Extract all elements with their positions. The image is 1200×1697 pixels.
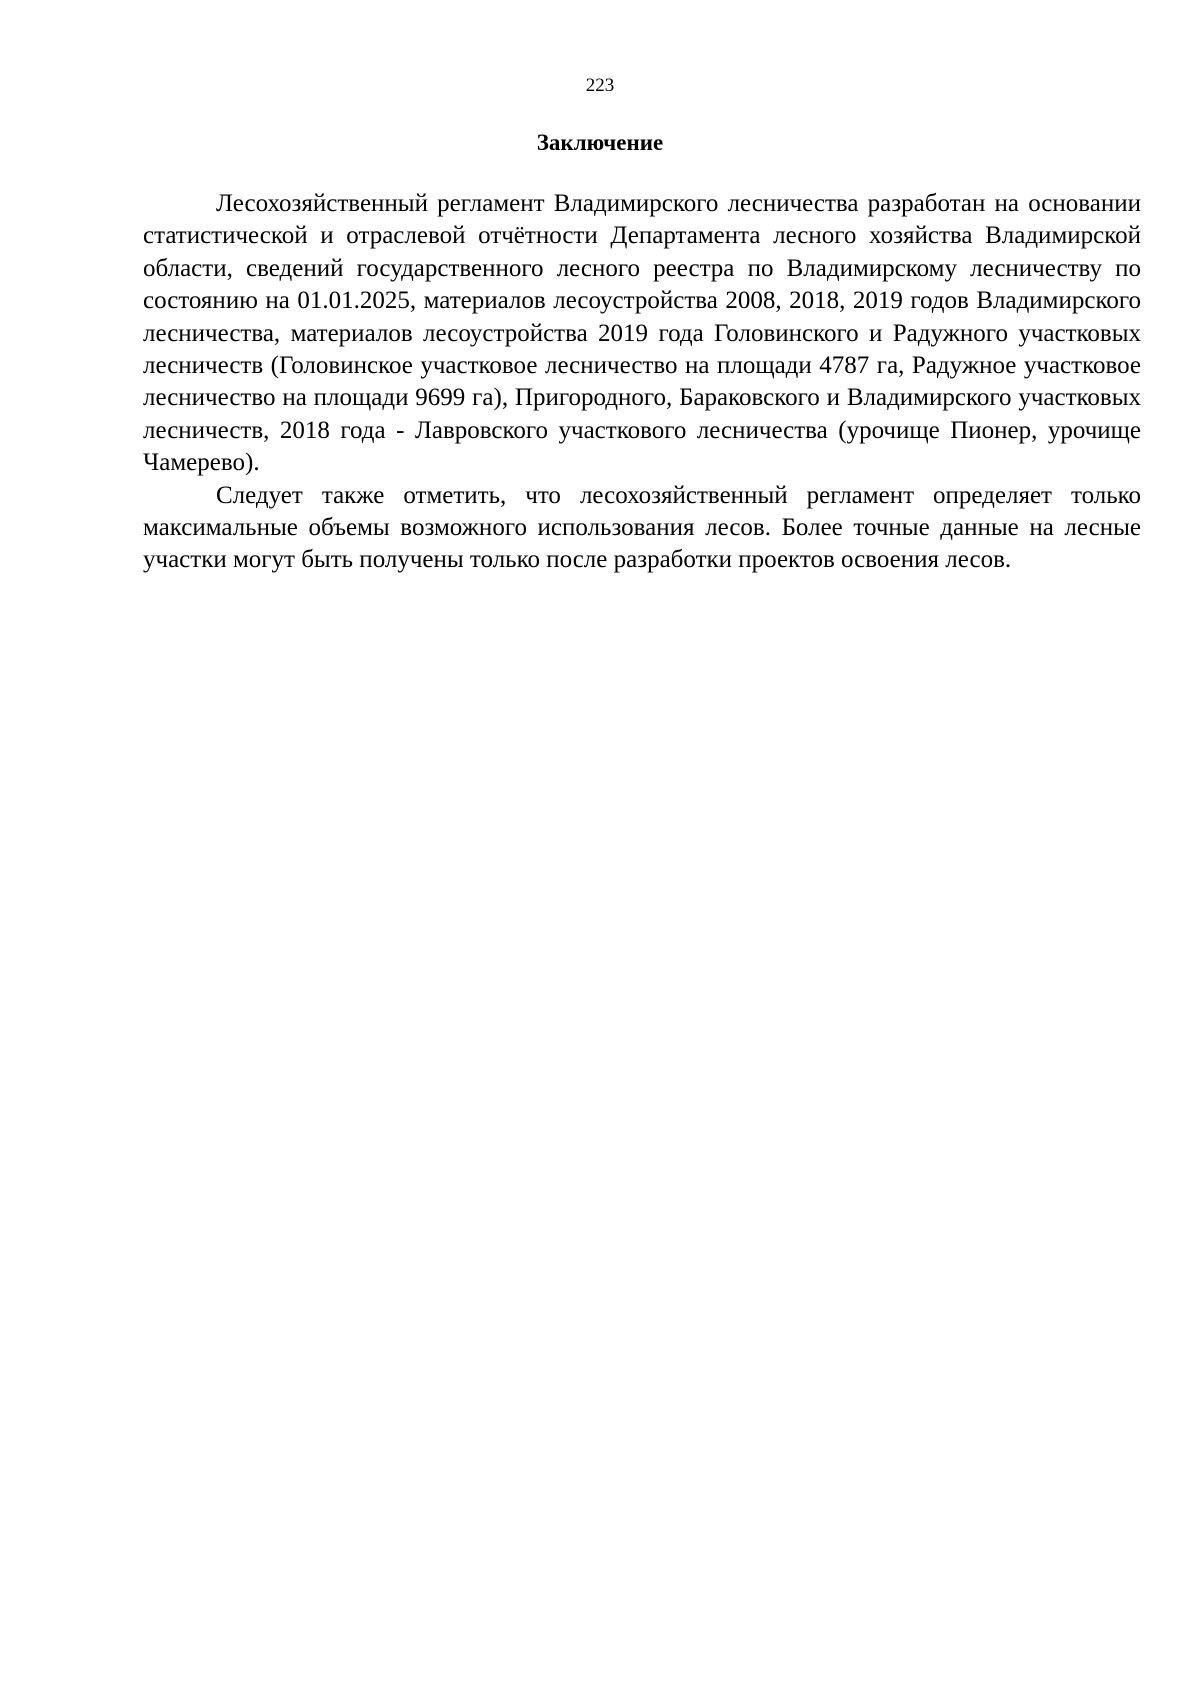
section-heading: Заключение [536, 130, 664, 155]
paragraph: Лесохозяйственный регламент Владимирского лесничества разработан на основании статистической и отраслевой отчётности Департамента лесного хозяйства Владимирской области, сведений государственного лесного реестра по Владимирскому лесничеству по состоянию на 01.01.2025, материалов лесоустройства 2008, 2018, 2019 годов Владимирского лесничества, материалов лесоустройства 2019 года Головинского и Радужного участковых лесничеств (Головинское участковое лесничество на площади 4787 га, Радужное участковое лесничество на площади 9699 га), Пригородного, Бараковского и Владимирского участковых лесничеств, 2018 года - Лавровского участкового лесничества (урочище Пионер, урочище Чамерево). [143, 190, 1141, 477]
page-number: 223 [585, 75, 615, 96]
paragraph: Следует также отметить, что лесохозяйственный регламент определяет только максимальные объемы возможного использования лесов. Более точные данные на лесные участки могут быть получены только после разработки проектов освоения лесов. [143, 481, 1141, 574]
body-text [143, 188, 1141, 577]
